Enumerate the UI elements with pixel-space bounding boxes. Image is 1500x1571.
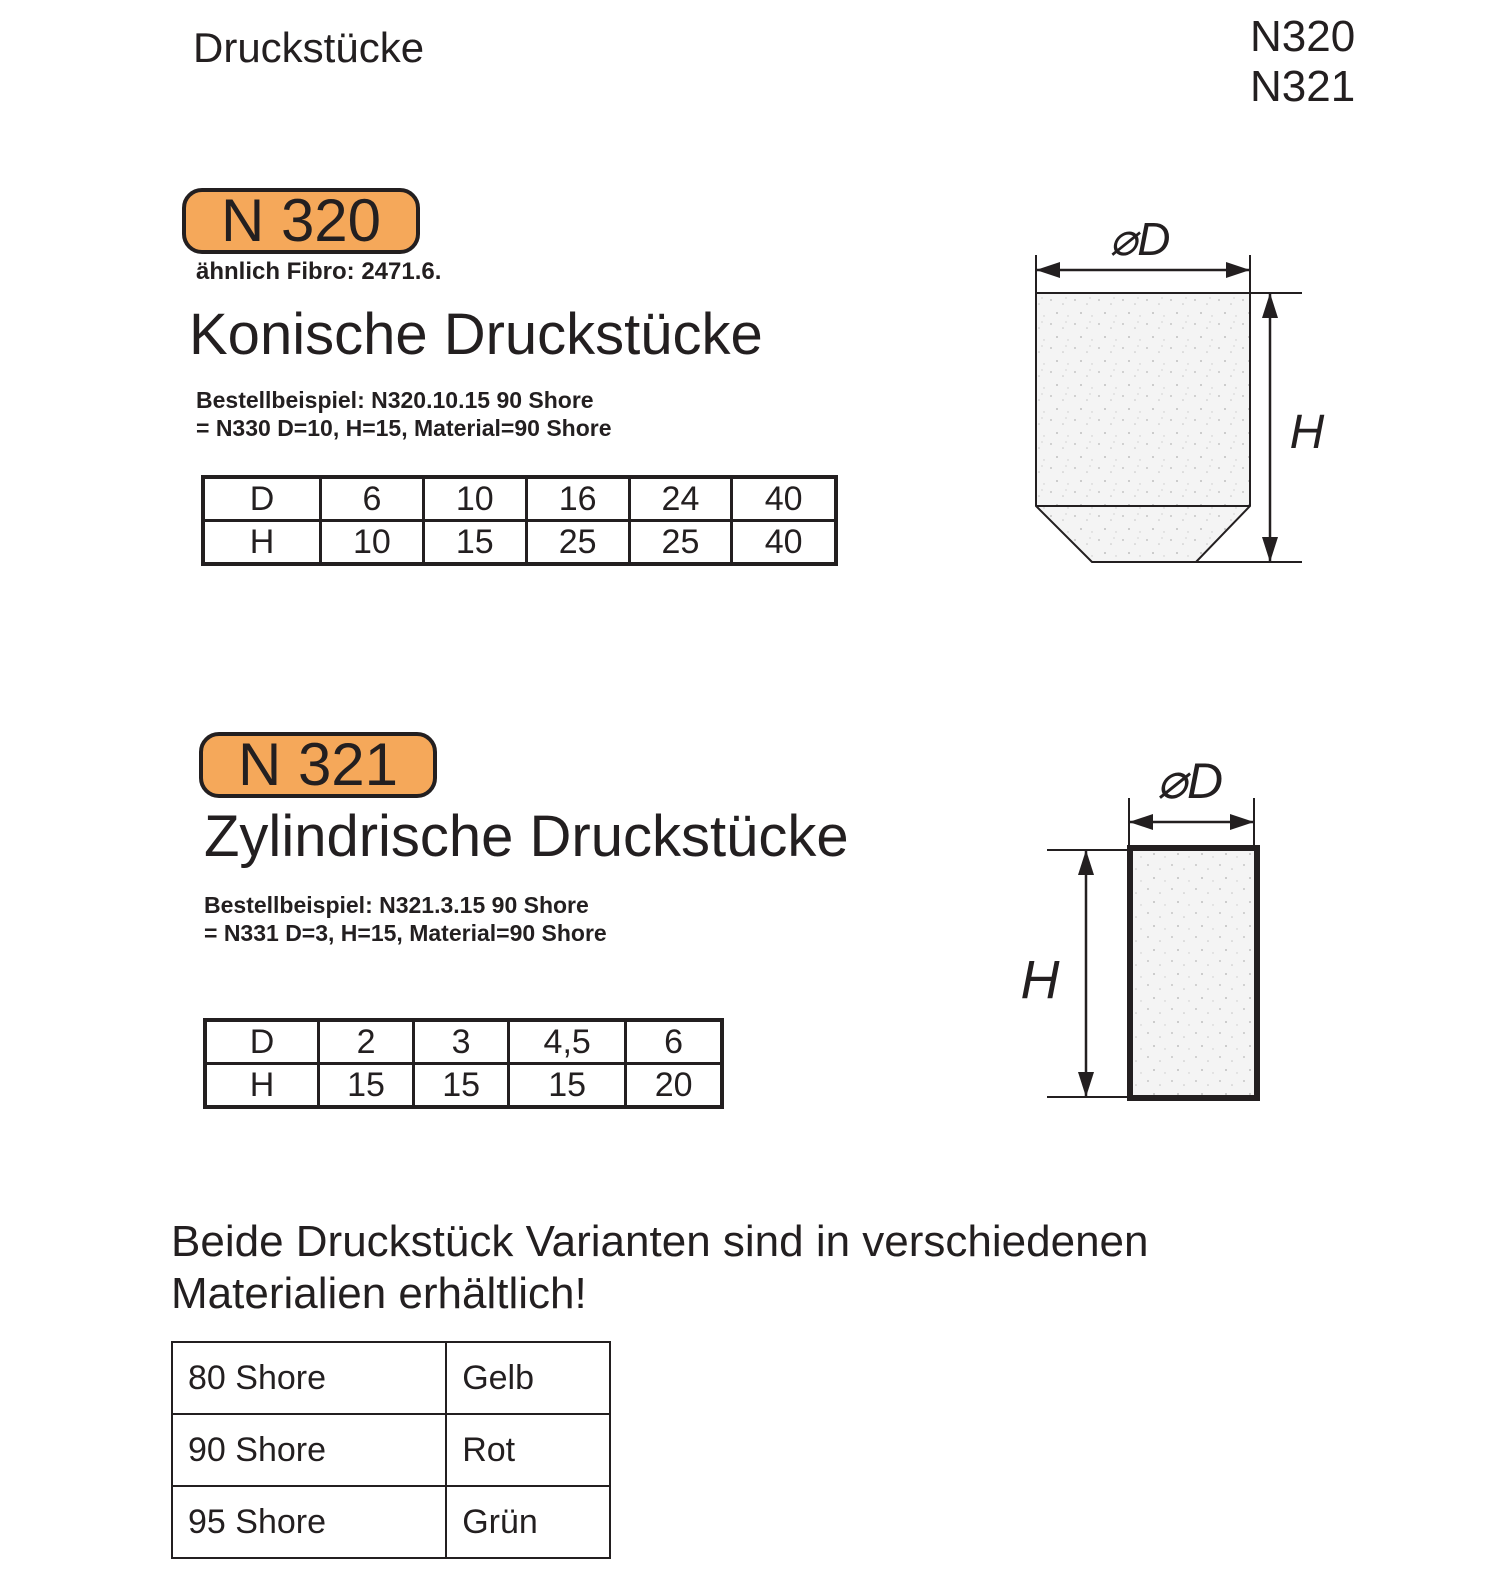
height-label: H	[1020, 950, 1060, 1010]
materials-table	[171, 1341, 611, 1559]
product-code-n320: N320	[1250, 12, 1356, 61]
table-row-d	[205, 1020, 722, 1064]
arrow-left-icon	[1129, 814, 1153, 830]
row-label: H	[203, 521, 321, 565]
material-hardness: 95 Shore	[172, 1486, 446, 1558]
table-row-h	[203, 521, 836, 565]
material-color: Rot	[446, 1414, 610, 1486]
table-row-d	[203, 477, 836, 521]
product-code-n321: N321	[1250, 62, 1356, 111]
table-cell: 16	[526, 477, 629, 521]
conical-body	[1036, 293, 1250, 562]
table-cell: 15	[319, 1064, 414, 1108]
table-row	[172, 1414, 610, 1486]
arrow-up-icon	[1078, 850, 1094, 875]
table-row	[172, 1342, 610, 1414]
material-color: Grün	[446, 1486, 610, 1558]
table-row	[172, 1486, 610, 1558]
order-example-line1: Bestellbeispiel: N321.3.15 90 Shore	[204, 892, 589, 918]
material-hardness: 90 Shore	[172, 1414, 446, 1486]
diameter-label: ⌀D	[1156, 753, 1224, 809]
order-example-line2: = N331 D=3, H=15, Material=90 Shore	[204, 920, 607, 946]
section-heading-conical: Konische Druckstücke	[189, 302, 763, 367]
page-title: Druckstücke	[193, 24, 425, 71]
materials-note-line2: Materialien erhältlich!	[171, 1269, 587, 1318]
similar-reference: ähnlich Fibro: 2471.6.	[196, 258, 442, 285]
table-cell: 4,5	[509, 1020, 626, 1064]
table-row-h	[205, 1064, 722, 1108]
row-label: H	[205, 1064, 319, 1108]
arrow-right-icon	[1230, 814, 1254, 830]
table-cell: 6	[626, 1020, 722, 1064]
table-cell: 20	[626, 1064, 722, 1108]
dimension-table-n321	[203, 1018, 724, 1109]
table-cell: 10	[423, 477, 526, 521]
product-badge-n321: N 321	[199, 732, 437, 798]
table-cell: 15	[414, 1064, 509, 1108]
diameter-label: ⌀D	[1109, 213, 1171, 265]
dimension-table-n320	[201, 475, 838, 566]
order-example-line2: = N330 D=10, H=15, Material=90 Shore	[196, 415, 612, 441]
materials-note-line1: Beide Druckstück Varianten sind in verschiedenen	[171, 1217, 1149, 1266]
table-cell: 40	[732, 477, 836, 521]
table-cell: 15	[509, 1064, 626, 1108]
arrow-down-icon	[1262, 537, 1278, 562]
material-hardness: 80 Shore	[172, 1342, 446, 1414]
order-example-line1: Bestellbeispiel: N320.10.15 90 Shore	[196, 387, 594, 413]
arrow-right-icon	[1226, 262, 1250, 278]
arrow-down-icon	[1078, 1072, 1094, 1097]
conical-piece-drawing	[1000, 200, 1325, 580]
section-heading-cylindrical: Zylindrische Druckstücke	[204, 804, 849, 869]
table-cell: 2	[319, 1020, 414, 1064]
table-cell: 15	[423, 521, 526, 565]
table-cell: 3	[414, 1020, 509, 1064]
height-label: H	[1289, 406, 1325, 459]
row-label: D	[205, 1020, 319, 1064]
arrow-left-icon	[1036, 262, 1060, 278]
arrow-up-icon	[1262, 293, 1278, 318]
material-color: Gelb	[446, 1342, 610, 1414]
table-cell: 10	[321, 521, 424, 565]
cylindrical-piece-drawing	[1000, 740, 1300, 1120]
cylindrical-body	[1130, 848, 1257, 1098]
table-cell: 24	[629, 477, 732, 521]
table-cell: 40	[732, 521, 836, 565]
table-cell: 6	[321, 477, 424, 521]
table-cell: 25	[526, 521, 629, 565]
product-badge-n320: N 320	[182, 188, 420, 254]
table-cell: 25	[629, 521, 732, 565]
row-label: D	[203, 477, 321, 521]
